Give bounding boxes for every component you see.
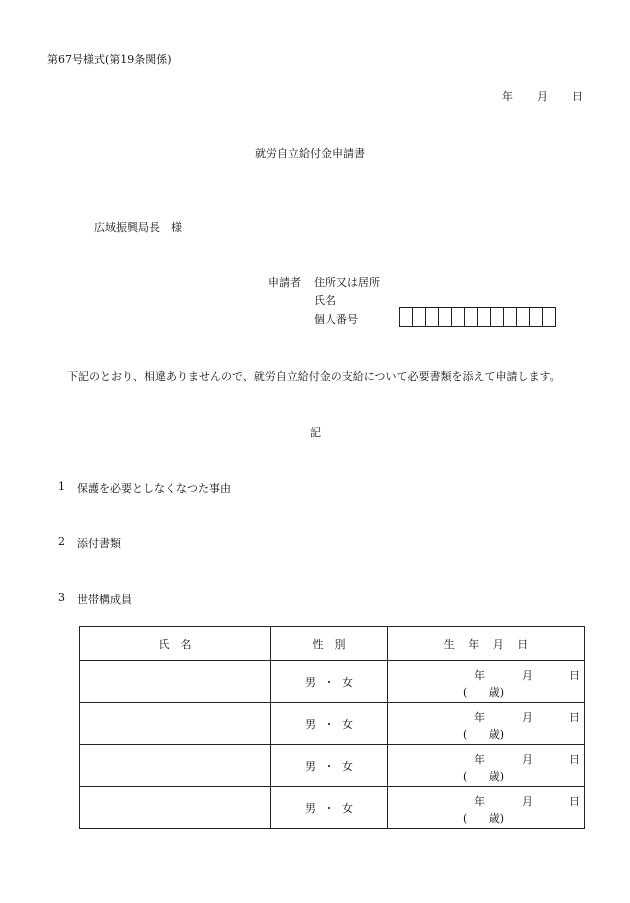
addressee: 広域振興局長 様 bbox=[94, 221, 182, 234]
name-cell[interactable] bbox=[80, 661, 271, 703]
mynumber-digit-box[interactable] bbox=[477, 307, 491, 327]
table-row bbox=[80, 661, 585, 703]
dob-month: 月 bbox=[522, 711, 533, 724]
table-row bbox=[80, 745, 585, 787]
sex-cell[interactable]: 男 ・ 女 bbox=[271, 703, 388, 745]
table-header-row bbox=[80, 627, 585, 661]
mynumber-digit-box[interactable] bbox=[412, 307, 426, 327]
mynumber-boxes[interactable] bbox=[400, 307, 556, 327]
mynumber-label: 個人番号 bbox=[314, 313, 358, 326]
dob-cell[interactable] bbox=[388, 703, 585, 745]
mynumber-digit-box[interactable] bbox=[451, 307, 465, 327]
section-number: 3 bbox=[58, 591, 65, 604]
dob-age: ( 歳) bbox=[463, 812, 505, 825]
sex-cell[interactable]: 男 ・ 女 bbox=[271, 661, 388, 703]
dob-day: 日 bbox=[569, 669, 580, 682]
dob-month: 月 bbox=[522, 753, 533, 766]
dob-cell[interactable] bbox=[388, 745, 585, 787]
dob-year: 年 bbox=[474, 795, 485, 808]
ki-heading: 記 bbox=[310, 426, 321, 439]
section-label: 添付書類 bbox=[77, 537, 121, 550]
dob-year: 年 bbox=[474, 669, 485, 682]
form-number: 第67号様式(第19条関係) bbox=[47, 53, 172, 66]
dob-day: 日 bbox=[569, 711, 580, 724]
date-year-label: 年 bbox=[502, 90, 513, 103]
name-cell[interactable] bbox=[80, 703, 271, 745]
date-month-label: 月 bbox=[537, 90, 548, 103]
mynumber-digit-box[interactable] bbox=[438, 307, 452, 327]
mynumber-digit-box[interactable] bbox=[529, 307, 543, 327]
section-label: 保護を必要としなくなつた事由 bbox=[77, 482, 231, 495]
dob-month: 月 bbox=[522, 669, 533, 682]
header-sex: 性 別 bbox=[271, 627, 388, 661]
application-statement: 下記のとおり、相違ありませんので、就労自立給付金の支給について必要書類を添えて申請します。 bbox=[67, 370, 561, 383]
header-dob: 生 年 月 日 bbox=[388, 627, 585, 661]
page-title: 就労自立給付金申請書 bbox=[255, 147, 365, 160]
mynumber-digit-box[interactable] bbox=[490, 307, 504, 327]
sex-cell[interactable]: 男 ・ 女 bbox=[271, 787, 388, 829]
address-label: 住所又は居所 bbox=[314, 276, 380, 289]
date-day-label: 日 bbox=[572, 90, 583, 103]
dob-day: 日 bbox=[569, 795, 580, 808]
dob-day: 日 bbox=[569, 753, 580, 766]
dob-age: ( 歳) bbox=[463, 770, 505, 783]
mynumber-digit-box[interactable] bbox=[516, 307, 530, 327]
table-row bbox=[80, 787, 585, 829]
table-row bbox=[80, 703, 585, 745]
name-label: 氏名 bbox=[314, 294, 336, 307]
dob-month: 月 bbox=[522, 795, 533, 808]
dob-cell[interactable] bbox=[388, 787, 585, 829]
dob-age: ( 歳) bbox=[463, 686, 505, 699]
mynumber-digit-box[interactable] bbox=[399, 307, 413, 327]
dob-year: 年 bbox=[474, 753, 485, 766]
dob-age: ( 歳) bbox=[463, 728, 505, 741]
household-members-table bbox=[79, 626, 585, 829]
mynumber-digit-box[interactable] bbox=[503, 307, 517, 327]
section-label: 世帯構成員 bbox=[77, 593, 132, 606]
mynumber-digit-box[interactable] bbox=[542, 307, 556, 327]
mynumber-digit-box[interactable] bbox=[425, 307, 439, 327]
dob-cell[interactable] bbox=[388, 661, 585, 703]
applicant-label: 申請者 bbox=[268, 276, 301, 289]
section-number: 1 bbox=[58, 480, 65, 493]
mynumber-digit-box[interactable] bbox=[464, 307, 478, 327]
name-cell[interactable] bbox=[80, 787, 271, 829]
header-name: 氏 名 bbox=[80, 627, 271, 661]
name-cell[interactable] bbox=[80, 745, 271, 787]
sex-cell[interactable]: 男 ・ 女 bbox=[271, 745, 388, 787]
dob-year: 年 bbox=[474, 711, 485, 724]
section-number: 2 bbox=[58, 535, 65, 548]
